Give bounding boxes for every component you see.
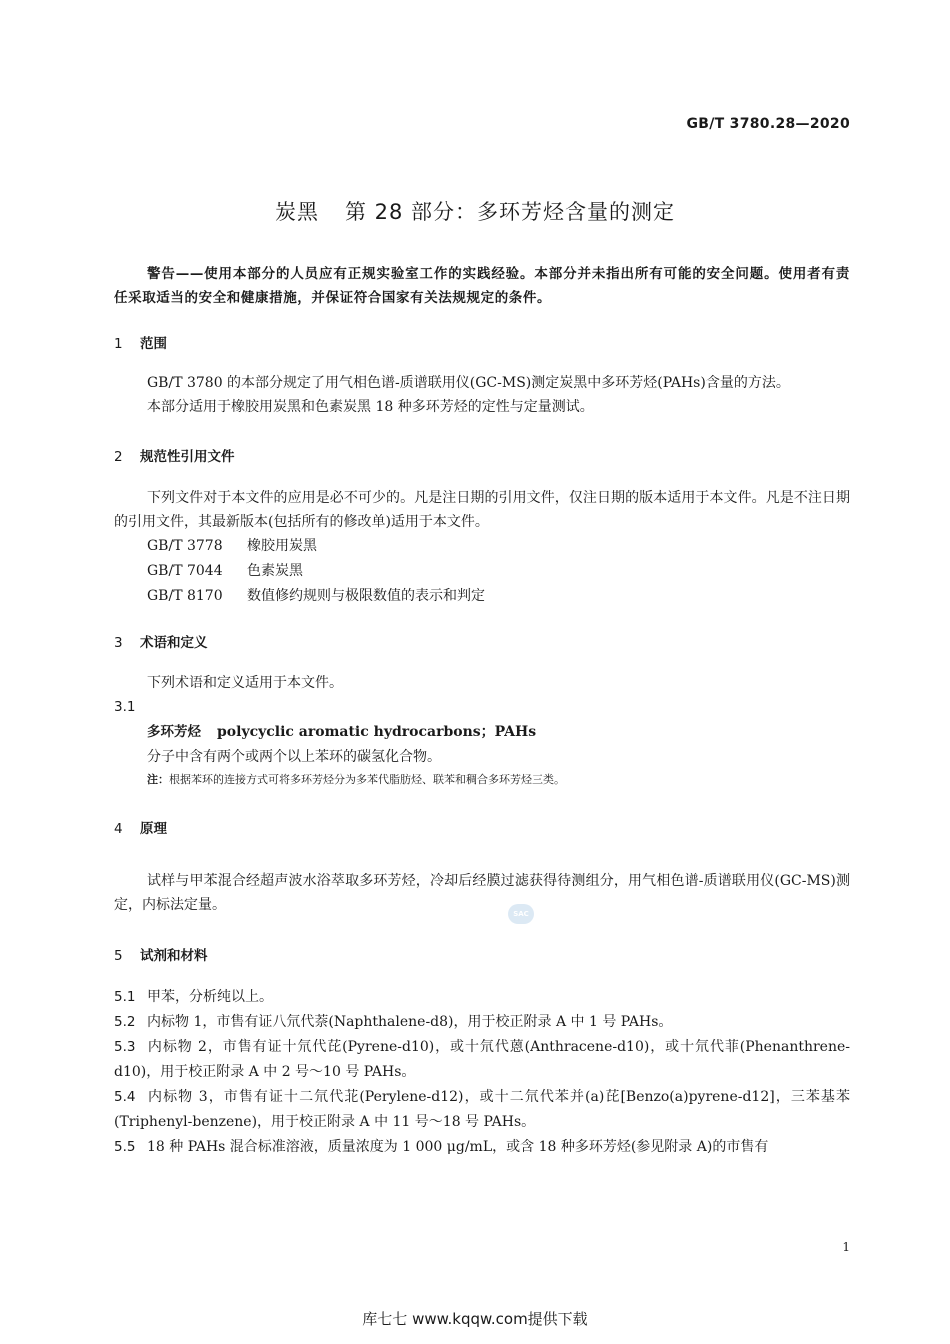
list-item: 5.4 内标物 3，市售有证十二氘代苝(Perylene-d12)，或十二氘代苯并(a)芘[Benzo(a)pyrene-d12]，三苯基苯(Triphenyl-benzene)，用于校正附录 A 中 11 号～18 号 PAHs。 (114, 1089, 850, 1130)
term-entry: 多环芳烃 polycyclic aromatic hydrocarbons；PAHs (147, 724, 537, 740)
reference-item: GB/T 8170 数值修约规则与极限数值的表示和判定 (147, 588, 485, 604)
materials-list (114, 985, 850, 1160)
list-item: 5.2 内标物 1，市售有证八氘代萘(Naphthalene-d8)，用于校正附录 A 中 1 号 PAHs。 (114, 1014, 673, 1030)
section-3-paragraph-1: 下列术语和定义适用于本文件。 (147, 675, 343, 691)
section-1-paragraph-2: 本部分适用于橡胶用炭黑和色素炭黑 18 种多环芳烃的定性与定量测试。 (147, 399, 594, 415)
list-item: 5.5 18 种 PAHs 混合标准溶液，质量浓度为 1 000 μg/mL，或含 18 种多环芳烃(参见附录 A)的市售有 (114, 1139, 769, 1155)
section-2-heading: 2 规范性引用文件 (114, 449, 235, 465)
reference-item: GB/T 3778 橡胶用炭黑 (147, 538, 317, 554)
section-5-heading: 5 试剂和材料 (114, 948, 208, 964)
warning-paragraph: 警告——使用本部分的人员应有正规实验室工作的实践经验。本部分并未指出所有可能的安全问题。使用者有责任采取适当的安全和健康措施，并保证符合国家有关法规规定的条件。 (114, 266, 850, 306)
subsection-number: 3.1 (114, 699, 136, 715)
list-item: 5.1 甲苯，分析纯以上。 (114, 989, 273, 1005)
document-title (0, 196, 950, 226)
title-part2: 第 28 部分：多环芳烃含量的测定 (344, 200, 676, 224)
section-2-paragraph-1: 下列文件对于本文件的应用是必不可少的。凡是注日期的引用文件，仅注日期的版本适用于本文件。凡是不注日期的引用文件，其最新版本(包括所有的修改单)适用于本文件。 (114, 490, 850, 530)
term-note: 注：根据苯环的连接方式可将多环芳烃分为多苯代脂肪烃、联苯和稠合多环芳烃三类。 (147, 773, 565, 786)
section-4-heading: 4 原理 (114, 821, 167, 837)
section-4-paragraph-1: 试样与甲苯混合经超声波水浴萃取多环芳烃，冷却后经膜过滤获得待测组分，用气相色谱-质谱联用仪(GC-MS)测定，内标法定量。 (114, 873, 850, 913)
download-footer: 库七七 www.kqqw.com提供下载 (362, 1310, 588, 1328)
title-part1: 炭黑 (274, 200, 319, 224)
page-number: 1 (842, 1240, 850, 1254)
standard-code: GB/T 3780.28—2020 (686, 116, 850, 132)
section-1-heading: 1 范围 (114, 336, 167, 352)
term-definition: 分子中含有两个或两个以上苯环的碳氢化合物。 (147, 749, 441, 765)
list-item: 5.3 内标物 2，市售有证十氘代芘(Pyrene-d10)，或十氘代蒽(Anthracene-d10)，或十氘代菲(Phenanthrene-d10)，用于校正附录 A 中 2 号～10 号 PAHs。 (114, 1039, 850, 1080)
section-1-paragraph-1: GB/T 3780 的本部分规定了用气相色谱-质谱联用仪(GC-MS)测定炭黑中多环芳烃(PAHs)含量的方法。 (147, 375, 790, 391)
sac-watermark-logo: SAC (508, 904, 534, 924)
reference-item: GB/T 7044 色素炭黑 (147, 563, 303, 579)
section-3-heading: 3 术语和定义 (114, 635, 208, 651)
document-body (114, 262, 850, 1160)
